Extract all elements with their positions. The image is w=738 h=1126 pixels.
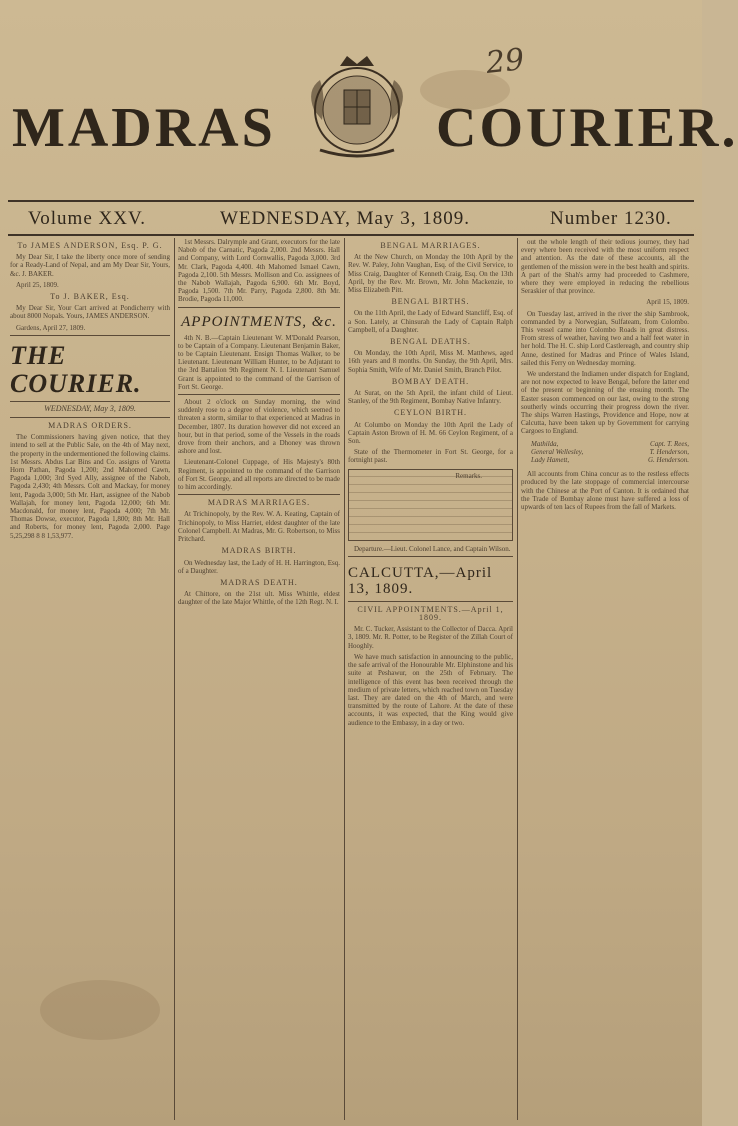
section-heading: BENGAL BIRTHS. [391, 297, 470, 307]
divider [348, 601, 513, 602]
article-text: On Wednesday last, the Lady of H. H. Harrington, Esq. of a Daughter. [178, 558, 340, 575]
divider [178, 494, 340, 495]
divider [10, 335, 170, 336]
article-text: At Surat, on the 5th April, the infant child of Lieut. Stanley, of the 9th Regiment, Bombay Native Infantry. [348, 389, 513, 406]
ship-captain: T. Henderson, [649, 447, 689, 456]
paper-date: WEDNESDAY, May 3, 1809. [44, 403, 136, 413]
section-heading: MADRAS MARRIAGES. [207, 498, 311, 508]
column-divider [517, 238, 518, 1120]
letter-line: Gardens, April 27, 1809. [16, 323, 86, 332]
section-heading: CIVIL APPOINTMENTS.—April 1, 1809. [357, 604, 504, 623]
article-text: Mr. C. Tucker, Assistant to the Collector of Dacca. April 3, 1809. Mr. R. Potter, to be Register of the Zillah Court of Hooghly. [348, 625, 513, 650]
ship-captain: Capt. T. Rees, [650, 439, 689, 448]
letter-line: April 25, 1809. [16, 280, 59, 289]
column-divider [344, 238, 345, 1120]
table-remarks-label: Remarks. [455, 471, 482, 480]
paper-title: THE COURIER. [10, 340, 142, 398]
article-text: out the whole length of their tedious journey, they had every where been received with the most uniform respect and attention. As the date of these accounts, all the gentlemen of the mission were in the best health and spirits. A part of the Shah's army had proceeded to Cashmere, where they were employed in reducing the rebellious Seraskier of that province. [521, 238, 689, 296]
ship-list [531, 440, 689, 465]
section-heading: MADRAS BIRTH. [221, 546, 297, 556]
article-text: At the New Church, on Monday the 10th April by the Rev. W. Paley, John Vaughan, Esq. of the Civil Service, to Miss Craig, Daughter of Kenneth Craig, Esq. On the 13th April, by the Rev. Mr. Brown, Mr. John Mackenzie, to Miss Elizabeth Pitt. [348, 253, 513, 295]
ship-name: General Wellesley, [531, 447, 584, 456]
article-text: On the 11th April, the Lady of Edward Stancliff, Esq. of a Son. Lately, at Chinsurah the Lady of Captain Ralph Campbell, of a Daughter. [348, 309, 513, 334]
article-text: Lieutenant-Colonel Cuppage, of His Majesty's 80th Regiment, is appointed to the command of the Garrison of Fort St. George, and all reports are directed to be made to him accordingly. [178, 458, 340, 492]
volume-label: Volume XXV. [28, 208, 146, 229]
article-text: On Monday, the 10th April, Miss M. Matthews, aged 16th years and 8 months. On Sunday, the 9th April, Mrs. Sophia Smith, Wife of Mr. Daniel Smith, Branch Pilot. [348, 349, 513, 374]
divider [348, 556, 513, 557]
divider [10, 417, 170, 418]
article-date: April 15, 1809. [646, 298, 689, 307]
ship-name: Lady Hamett, [531, 456, 570, 465]
article-text: At Trichinopoly, by the Rev. W. A. Keating, Captain of Trichinopoly, to Miss Harriet, eldest daughter of the late Colonel Campbell. At Madras, Mr. G. Robertson, to Miss Pritchard. [178, 510, 340, 544]
article-text: 4th N. B.—Captain Lieutenant W. M'Donald Pearson, to be Captain of a Company. Lieutenant Benjamin Baker, to be Captain Lieutenant. Ensign Thomas Walker, to be Lieutenant. Lieutenant William Hunter, to be Adjutant to the 3rd Battalion 9th Regiment N. I. Lieutenant Samuel Grant is appointed to the command of the Garrison of Fort St. George. [178, 333, 340, 391]
divider [178, 307, 340, 308]
ship-captain: G. Henderson. [647, 456, 689, 465]
letter-line: My Dear Sir, Your Cart arrived at Pondicherry with about 8000 Nopals. Yours, JAMES ANDERSON. [10, 304, 170, 321]
section-heading: BENGAL DEATHS. [390, 337, 471, 347]
masthead-right: COURIER. [436, 97, 738, 159]
letter-line: To JAMES ANDERSON, Esq. P. G. [17, 241, 163, 250]
article-text: At Chittore, on the 21st ult. Miss Whittle, eldest daughter of the late Major Whittle, of the 12th Regt. N. I. [178, 590, 340, 607]
column-2 [178, 238, 340, 1118]
divider [178, 394, 340, 395]
article-text: We understand the Indiamen under dispatch for England, are not now expected to leave Bengal, before the latter end of the present or beginning of the ensuing month. The Easter season commenced on our last, owing to the strong southerly winds occurring their progress down the river. The ships Warren Hastings, Providence and Hope, now at Calcutta, have been taken up by Government for carrying Cargoes to England. [521, 370, 689, 436]
royal-crest-icon [300, 50, 414, 162]
divider [10, 401, 170, 402]
article-text: The Commissioners having given notice, that they intend to sell at the Public Sale, on the 4th of May next, the property in the undermentioned the following claims. 1st Messrs. Abdus Lar Bins and Co. assigns of Varetta Horn Pathan, Pagoda 1,200; 2nd Mahomed Cawn, Pagoda 1,000; 3rd Syed Ally, assignee of the Nabob, Pagoda 2,430; 4th Messrs. Colt and Mackay, for money lent, Pagoda 3,000; 5th Mr. Hart, assignee of the Nabob Wallajah, for money lent, Pagoda 12,000; 6th Mr. Macdonald, for money lent, Pagoda 4,000; 7th Mr. Thomas Dowse, executor, Pagoda 1,800; 8th Mr. Hall and Roberts, for money lent, Pagoda 2,000. Page 5,25,298 8 8 1,53,977. [10, 433, 170, 540]
article-text: At Columbo on Monday the 10th April the Lady of Captain Aston Brown of H. M. 66 Ceylon Regiment, of a Son. [348, 420, 513, 446]
issue-number: Number 1230. [550, 208, 672, 229]
article-text: All accounts from China concur as to the restless effects produced by the late stoppage of commercial intercourse with the Chinese at the Port of Canton. It is ordained that the Trade of Bombay alone must have suffered a loss of upwards of ten lacs of Rupees from the fall of Markets. [521, 470, 689, 512]
thermometer-table [348, 469, 513, 541]
bottom-rule [8, 234, 694, 236]
ship-row [531, 440, 689, 448]
calcutta-heading: CALCUTTA,—April 13, 1809. [348, 564, 493, 597]
appointments-heading: APPOINTMENTS, &c. [181, 313, 337, 330]
section-heading: BENGAL MARRIAGES. [380, 241, 481, 250]
handwritten-number: 29 [484, 42, 526, 81]
table-caption: State of the Thermometer in Fort St. George, for a fortnight past. [348, 448, 513, 465]
article-text: About 2 o'clock on Sunday morning, the wind suddenly rose to a degree of violence, which seemed to threaten a storm, similar to that experienced at Madras in December, 1807. Its duration however did not exceed an hour, but in that period, some of the Vessels in the roads drove from their anchors, and a Dhoney was thrown ashore and lost. [178, 398, 340, 456]
article-text: We have much satisfaction in announcing to the public, the safe arrival of the Honourable Mr. Elphinstone and his suite at Peshawur, on the 25th of February. The intelligence of this event has been received through the medium of private letters, which reached town on Tuesday last. They are dated on the 4th of March, and were transmitted by the route of Lahore. At the date of these accounts, it was expected, that the King would give audience to the Embassy, in a day or two. [348, 652, 513, 727]
ship-row [531, 456, 689, 464]
column-1 [10, 238, 170, 1118]
letter-line: To J. BAKER, Esq. [50, 292, 130, 302]
top-rule [8, 200, 694, 202]
column-divider [174, 238, 175, 1120]
issue-date: WEDNESDAY, May 3, 1809. [220, 208, 470, 229]
article-text: Departure.—Lieut. Colonel Lance, and Captain Wilson. [354, 544, 511, 553]
letter-line: My Dear Sir, I take the liberty once more of sending for a Ready-Land of Nepal, and am My Dear Sir, Yours, &c. J. BAKER. [10, 253, 170, 278]
column-4 [521, 238, 689, 1118]
section-heading: MADRAS ORDERS. [48, 421, 132, 431]
article-text: On Tuesday last, arrived in the river the ship Sambrook, commanded by a Norwegian, Sulfateam, from Colombo. This vessel came into Colombo Roads in great distress. From stress of weather, having two and a half feet water in her hold. The H. C. ship Lord Castlereagh, and country ship Anne, destined for Madras and Prince of Wales Island, sailed this Ferry on Wednesday morning. [521, 309, 689, 367]
section-heading: MADRAS DEATH. [220, 577, 298, 587]
section-heading: BOMBAY DEATH. [391, 376, 470, 386]
article-text: 1st Messrs. Dalrymple and Grant, executors for the late Nabob of the Carnatic, Pagoda 2,000. 2nd Messrs. Hall and Company, with Lord Cornwallis, Pagoda 3,000. 3rd Mr. Clark, Pagoda 4,400. 4th Mahomed Ismael Cawn, Pagoda 2,100. 5th Messrs. Mollison and Co. assignees of the Nabob Wallajah, Pagoda 6,900. 6th Mr. Boyd, Pagoda 1,500. 7th Mr. Parry, Pagoda 2,800. 8th Mr. Brodie, Pagoda 11,000. [178, 238, 340, 304]
section-heading: CEYLON BIRTH. [394, 408, 467, 418]
ship-name: Mathilda, [531, 439, 559, 448]
masthead-left: MADRAS [12, 97, 276, 159]
ship-row [531, 448, 689, 456]
column-3 [348, 238, 513, 1118]
